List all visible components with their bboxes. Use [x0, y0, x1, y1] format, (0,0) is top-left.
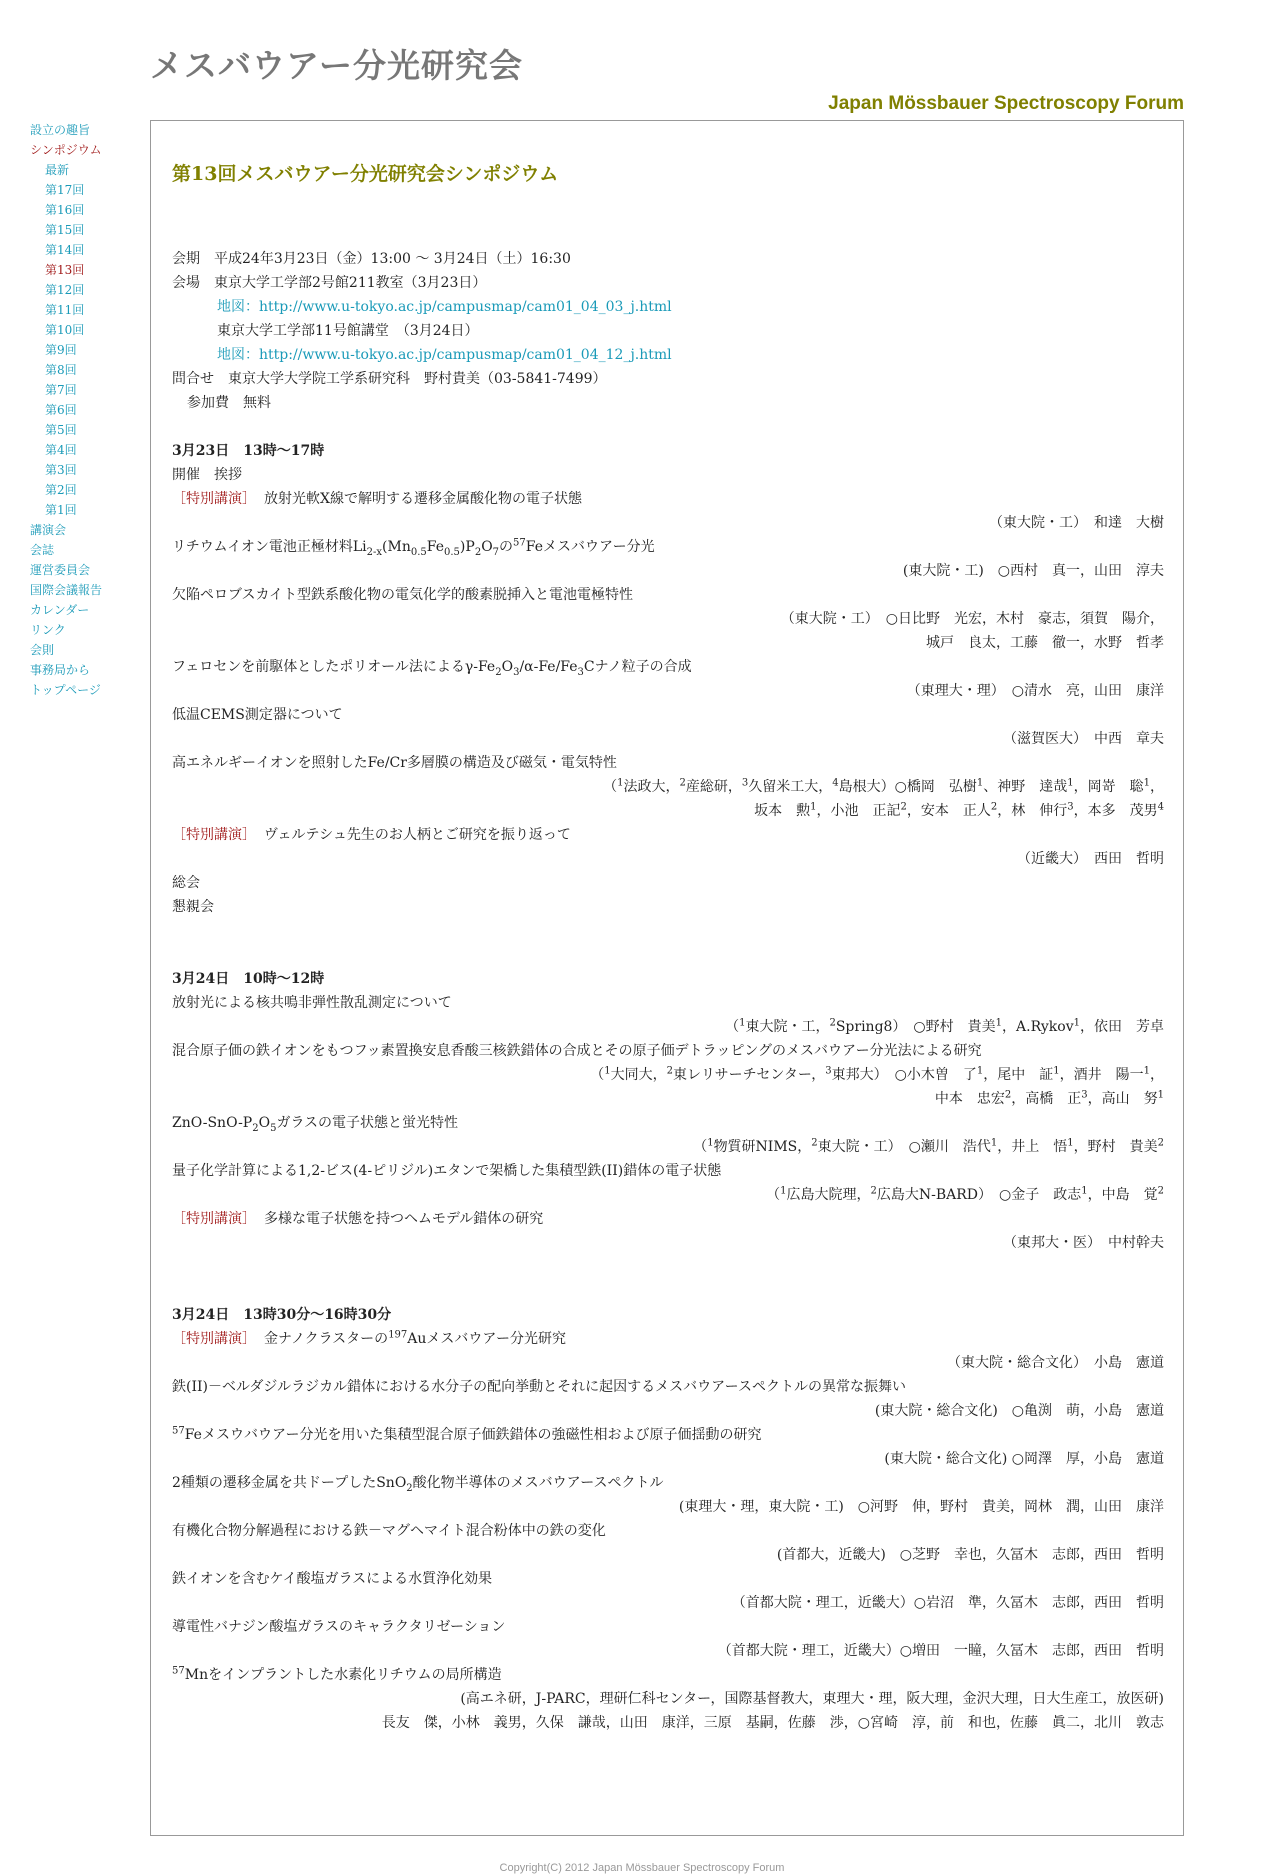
site-subtitle: Japan Mössbauer Spectroscopy Forum	[828, 93, 1184, 114]
talk-authors: （$^1$広島大院理，$^2$広島大N-BARD） ○金子 政志$^1$，中島 覚$^2$	[766, 1185, 1164, 1203]
sidebar-item[interactable]: 第8回	[45, 363, 77, 377]
sidebar-item[interactable]: 第6回	[45, 403, 77, 417]
special-label: ［特別講演］	[172, 491, 256, 507]
talk-authors: （東大院・工） ○日比野 光宏，木村 豪志，須賀 陽介，	[780, 611, 1164, 627]
info-venue1: 会場 東京大学工学部2号館211教室（3月23日）	[172, 275, 487, 291]
talk-title: フェロセンを前駆体としたポリオール法による$\gamma-Fe_2O_3/\alpha-Fe/Fe_3C$ナノ粒子の合成	[172, 659, 692, 678]
talk-title: 混合原子価の鉄イオンをもつフッ素置換安息香酸三核鉄錯体の合成とその原子価デトラッピングのメスバウアー分光法による研究	[172, 1043, 982, 1059]
map-link-2[interactable]: 地図：http://www.u-tokyo.ac.jp/campusmap/cam01_04_12_j.html	[217, 347, 672, 363]
sidebar-item[interactable]: 第4回	[45, 443, 77, 457]
talk-authors: （東理大・理） ○清水 亮，山田 康洋	[906, 683, 1164, 699]
day1-general: 総会	[172, 875, 200, 891]
talk-title: ［特別講演］ 放射光軟X線で解明する遷移金属酸化物の電子状態	[172, 491, 582, 507]
talk-authors: （滋賀医大） 中西 章夫	[1003, 731, 1164, 747]
talk-title: 放射光による核共鳴非弾性散乱測定について	[172, 995, 452, 1011]
talk-title: リチウムイオン電池正極材料$Li_{2-x}(Mn_{0.5}Fe_{0.5})P_2O_7$の$^{57}$Feメスバウアー分光	[172, 537, 655, 558]
talk-authors: （東大院・総合文化） 小島 憲道	[947, 1355, 1164, 1371]
talk-title: 低温CEMS測定器について	[172, 707, 343, 723]
talk-title: $^{57}$Feメスウバウアー分光を用いた集積型混合原子価鉄錯体の強磁性相および原子価揺動の研究	[172, 1425, 762, 1443]
talk-title: 量子化学計算による1,2-ビス(4-ピリジル)エタンで架橋した集積型鉄(II)錯体の電子状態	[172, 1163, 722, 1179]
sidebar-item[interactable]: 第14回	[45, 243, 85, 257]
day2pm-heading: 3月24日 13時30分～16時30分	[172, 1307, 392, 1323]
talk-authors: (首都大，近畿大) ○芝野 幸也，久冨木 志郎，西田 哲明	[776, 1547, 1164, 1563]
talk-authors: （$^1$法政大，$^2$産総研，$^3$久留米工大，$^4$島根大）○橋岡 弘樹$^1$、神野 達哉$^1$，岡嵜 聡$^1$，	[603, 777, 1164, 795]
talk-title: 欠陥ペロブスカイト型鉄系酸化物の電気化学的酸素脱挿入と電池電極特性	[172, 587, 634, 603]
talk-authors: （近畿大） 西田 哲明	[1017, 851, 1164, 867]
talk-authors: 中本 忠宏$^2$，高橋 正$^3$，高山 努$^1$	[934, 1089, 1164, 1107]
sidebar-item[interactable]: 第3回	[45, 463, 77, 477]
sidebar-item[interactable]: 第15回	[45, 223, 85, 237]
day1-party: 懇親会	[172, 899, 214, 915]
talk-authors: (東大院・工) ○西村 真一，山田 淳夫	[902, 563, 1164, 579]
special-label: ［特別講演］	[172, 827, 256, 843]
talk-authors: 長友 傑，小林 義男，久保 謙哉，山田 康洋，三原 基嗣，佐藤 渉，○宮崎 淳，前 和也，佐藤 眞二，北川 敦志	[381, 1715, 1164, 1731]
sidebar-item[interactable]: 講演会	[30, 523, 67, 537]
sidebar-item[interactable]: 第5回	[45, 423, 77, 437]
info-map1	[172, 295, 1164, 319]
map-link-1[interactable]: 地図：http://www.u-tokyo.ac.jp/campusmap/cam01_04_03_j.html	[217, 299, 672, 315]
talk-title: 有機化合物分解過程における鉄－マグヘマイト混合粉体中の鉄の変化	[172, 1523, 606, 1539]
sidebar-item[interactable]: シンポジウム	[30, 143, 102, 157]
sidebar-item[interactable]: 第11回	[45, 303, 85, 317]
sidebar-item[interactable]: 第9回	[45, 343, 77, 357]
talk-authors: (高エネ研，J-PARC，理研仁科センター，国際基督教大，東理大・理，阪大理，金沢大理，日大生産工，放医研)	[460, 1691, 1164, 1707]
talk-title: 鉄(II)－ベルダジルラジカル錯体における水分子の配向挙動とそれに起因するメスバウアースペクトルの異常な振舞い	[172, 1379, 906, 1395]
sidebar-item[interactable]: 第7回	[45, 383, 77, 397]
info-date: 会期 平成24年3月23日（金）13:00 ～ 3月24日（土）16:30	[172, 251, 571, 267]
sidebar-item[interactable]: 最新	[45, 163, 70, 177]
talk-title: 導電性バナジン酸塩ガラスのキャラクタリゼーション	[172, 1619, 506, 1635]
talk-title: ［特別講演］ ヴェルテシュ先生のお人柄とご研究を振り返って	[172, 827, 571, 843]
talk-authors: （首都大院・理工，近畿大）○岩沼 準，久冨木 志郎，西田 哲明	[731, 1595, 1164, 1611]
sidebar-item[interactable]: 国際会議報告	[30, 583, 103, 597]
info-fee: 参加費 無料	[187, 395, 271, 411]
talk-authors: (東大院・総合文化) ○亀渕 萌，小島 憲道	[874, 1403, 1164, 1419]
info-venue2: 東京大学工学部11号館講堂 （3月24日）	[217, 323, 479, 339]
sidebar-item[interactable]: 第2回	[45, 483, 77, 497]
sidebar-item[interactable]: 第12回	[45, 283, 85, 297]
talk-authors: （東邦大・医） 中村幹夫	[1003, 1235, 1164, 1251]
talk-authors: （東大院・工） 和達 大樹	[989, 515, 1164, 531]
talk-authors: （首都大院・理工，近畿大）○増田 一瞳，久冨木 志郎，西田 哲明	[717, 1643, 1164, 1659]
talk-authors: (東理大・理，東大院・工) ○河野 伸，野村 貴美，岡林 潤，山田 康洋	[678, 1499, 1164, 1515]
day1-opening: 開催 挨拶	[172, 467, 242, 483]
sidebar-item[interactable]: リンク	[30, 623, 66, 637]
info-map2	[172, 343, 1164, 367]
sidebar-item[interactable]: カレンダー	[30, 603, 90, 617]
content-inner	[172, 161, 1164, 1735]
day1-heading: 3月23日 13時～17時	[172, 443, 325, 459]
sidebar-item[interactable]: 第1回	[45, 503, 77, 517]
sidebar-item[interactable]: 設立の趣旨	[30, 123, 91, 137]
footer-copyright: Copyright(C) 2012 Japan Mössbauer Spectroscopy Forum	[499, 1862, 785, 1874]
day2am-heading: 3月24日 10時～12時	[172, 971, 325, 987]
talk-authors: 城戸 良太，工藤 徹一，水野 哲孝	[926, 635, 1164, 651]
sidebar-item[interactable]: 会則	[30, 643, 55, 657]
talk-title: ［特別講演］ 金ナノクラスターの$^{197}$Auメスバウアー分光研究	[172, 1329, 566, 1347]
talk-authors: （$^1$物質研NIMS，$^2$東大院・工） ○瀬川 浩代$^1$，井上 悟$^1$，野村 貴美$^2$	[693, 1137, 1164, 1155]
sidebar-item[interactable]: 運営委員会	[30, 563, 91, 577]
talk-title: ZnO-$SnO-P_2O_5$ガラスの電子状態と蛍光特性	[172, 1115, 459, 1134]
sidebar-item[interactable]: 第13回	[45, 263, 85, 277]
sidebar-nav	[30, 120, 160, 700]
talk-authors: (東大院・総合文化) ○岡澤 厚，小島 憲道	[884, 1451, 1164, 1467]
talk-title: ［特別講演］ 多様な電子状態を持つヘムモデル錯体の研究	[172, 1211, 544, 1227]
special-label: ［特別講演］	[172, 1331, 256, 1347]
sidebar-item[interactable]: 第16回	[45, 203, 85, 217]
talk-title: 鉄イオンを含むケイ酸塩ガラスによる水質浄化効果	[172, 1571, 493, 1587]
sidebar-item[interactable]: 事務局から	[30, 663, 91, 677]
sidebar-item[interactable]: トップページ	[30, 683, 101, 697]
sidebar-item[interactable]: 会誌	[30, 543, 55, 557]
sidebar-item[interactable]: 第17回	[45, 183, 85, 197]
info-contact: 問合せ 東京大学大学院工学系研究科 野村貴美（03-5841-7499）	[172, 371, 607, 387]
main-content	[150, 120, 1184, 1836]
site-title: メスバウアー分光研究会	[150, 46, 524, 85]
talk-authors: （$^1$東大院・工，$^2$Spring8） ○野村 貴美$^1$，A.Rykov$^1$，依田 芳卓	[725, 1017, 1164, 1035]
talk-title: $^{57}$Mnをインプラントした水素化リチウムの局所構造	[172, 1665, 502, 1683]
page-heading: 第13回メスバウアー分光研究会シンポジウム	[172, 163, 559, 185]
talk-title: 高エネルギーイオンを照射したFe/Cr多層膜の構造及び磁気・電気特性	[172, 755, 617, 771]
special-label: ［特別講演］	[172, 1211, 256, 1227]
sidebar-item[interactable]: 第10回	[45, 323, 85, 337]
talk-title: 2種類の遷移金属を共ドープしたSnO$_2$酸化物半導体のメスバウアースペクトル	[172, 1475, 664, 1494]
talk-authors: （$^1$大同大，$^2$東レリサーチセンター，$^3$東邦大） ○小木曽 了$^1$，尾中 証$^1$，酒井 陽一$^1$，	[590, 1065, 1164, 1083]
talk-authors: 坂本 勲$^1$，小池 正記$^2$，安本 正人$^2$，林 伸行$^3$，本多 茂男$^4$	[754, 801, 1164, 819]
